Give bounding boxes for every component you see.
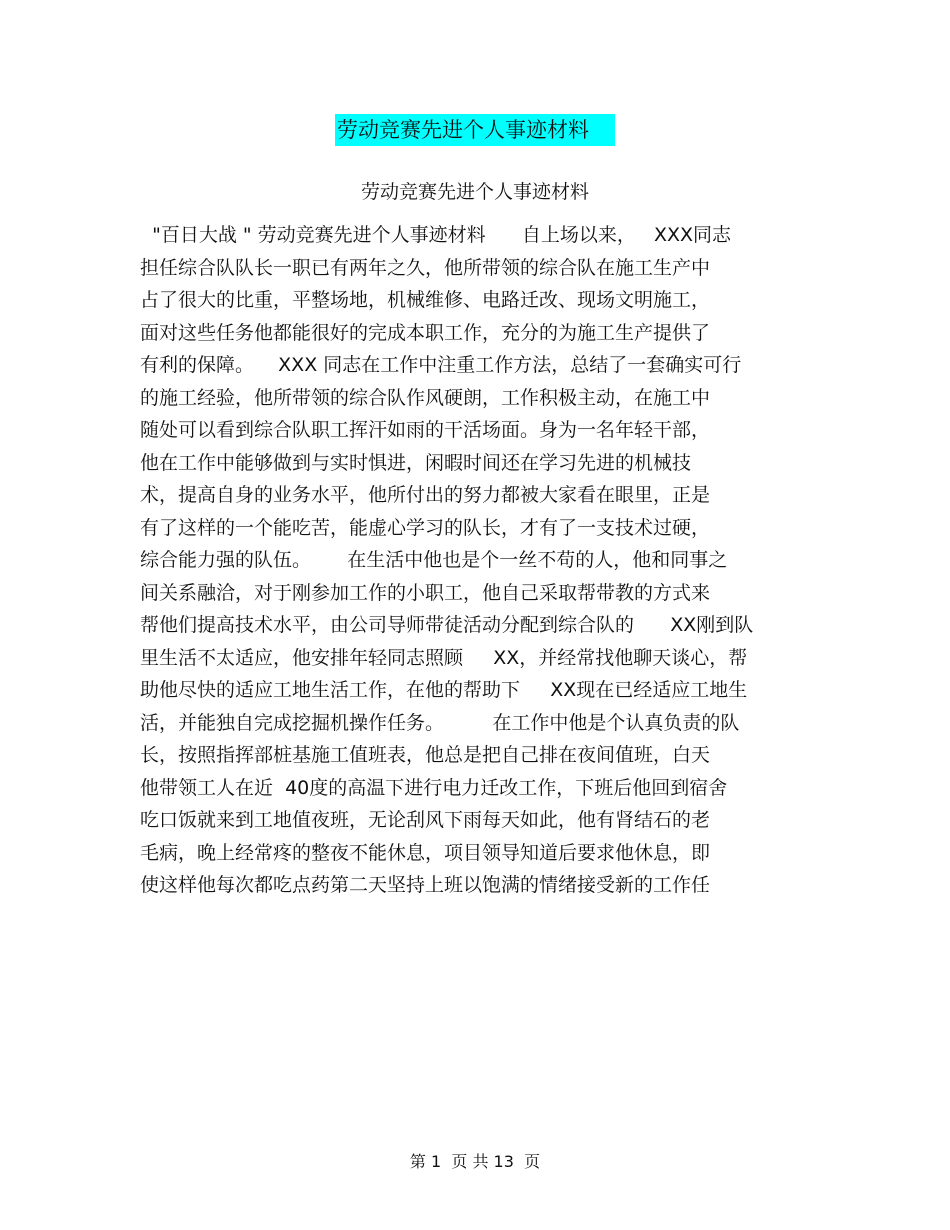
body-line: 长，按照指挥部桩基施工值班表，他总是把自己排在夜间值班，白天	[140, 744, 711, 766]
body-line: 他带领工人在近 40度的高温下进行电力迁改工作，下班后他回到宿舍	[140, 776, 728, 799]
body-line: 有了这样的一个能吃苦，能虚心学习的队长，才有了一支技术过硬，	[140, 516, 711, 539]
body-line: 助他尽快的适应工地生活工作，在他的帮助下 XX现在已经适应工地生	[140, 679, 748, 701]
document-title: 劳动竞赛先进个人事迹材料	[335, 114, 615, 146]
body-line: 术，提高自身的业务水平，他所付出的努力都被大家看在眼里，正是	[140, 484, 711, 506]
body-line: 综合能力强的队伍。 在生活中他也是个一丝不苟的人，他和同事之	[140, 549, 728, 571]
body-line: 他在工作中能够做到与实时惧进，闲暇时间还在学习先进的机械技	[140, 451, 692, 474]
body-line: "百日大战 " 劳动竞赛先进个人事迹材料 自上场以来， XXX同志	[140, 224, 732, 246]
body-line: 担任综合队队长一职已有两年之久，他所带领的综合队在施工生产中	[140, 256, 711, 279]
body-line: 吃口饭就来到工地值夜班，无论刮风下雨每天如此，他有肾结石的老	[140, 809, 711, 831]
body-line: 有利的保障。 XXX 同志在工作中注重工作方法，总结了一套确实可行	[140, 354, 742, 376]
body-line: 活，并能独自完成挖掘机操作任务。 在工作中他是个认真负责的队	[140, 711, 740, 734]
body-line: 使这样他每次都吃点药第二天坚持上班以饱满的情绪接受新的工作任	[140, 874, 711, 896]
document-body	[140, 219, 820, 902]
body-line: 间关系融洽，对于刚参加工作的小职工，他自己采取帮带教的方式来	[140, 581, 711, 604]
title-row	[0, 114, 950, 146]
body-line: 里生活不太适应，他安排年轻同志照顾 XX，并经常找他聊天谈心，帮	[140, 646, 748, 669]
body-line: 面对这些任务他都能很好的完成本职工作，充分的为施工生产提供了	[140, 321, 711, 344]
document-subtitle: 劳动竞赛先进个人事迹材料	[360, 181, 589, 203]
page-footer: 第 1 页 共 13 页	[409, 1152, 541, 1171]
body-line: 帮他们提高技术水平，由公司导师带徒活动分配到综合队的 XX刚到队	[140, 614, 754, 636]
body-line: 的施工经验，他所带领的综合队作风硬朗，工作积极主动，在施工中	[140, 386, 711, 409]
body-line: 毛病，晚上经常疼的整夜不能休息，项目领导知道后要求他休息，即	[140, 841, 711, 864]
body-line: 随处可以看到综合队职工挥汗如雨的干活场面。身为一名年轻干部，	[140, 419, 711, 441]
body-line: 占了很大的比重，平整场地，机械维修、电路迁改、现场文明施工，	[140, 289, 711, 311]
